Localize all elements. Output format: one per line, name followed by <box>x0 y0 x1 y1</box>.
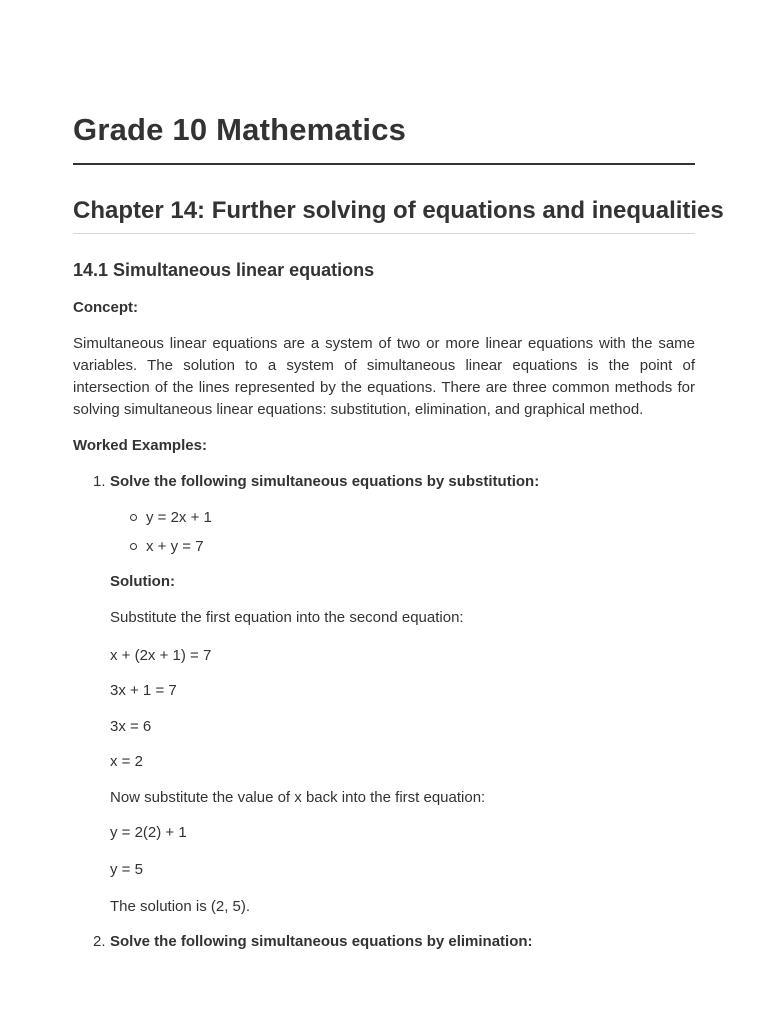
solution-step: Now substitute the value of x back into the first equation: <box>110 789 486 806</box>
example-number: 2. <box>93 933 106 950</box>
solution-step: 3x = 6 <box>110 718 152 735</box>
circle-bullet-icon <box>130 514 137 521</box>
solution-step: 3x + 1 = 7 <box>110 682 177 699</box>
equation-item: y = 2x + 1 <box>146 509 212 526</box>
equation-item: x + y = 7 <box>146 538 204 555</box>
document-title: Grade 10 Mathematics <box>73 112 407 147</box>
section-title: 14.1 Simultaneous linear equations <box>73 260 375 280</box>
concept-label: Concept: <box>73 299 138 316</box>
example-heading: Solve the following simultaneous equations by substitution: <box>110 473 540 490</box>
solution-label: Solution: <box>110 573 175 590</box>
chapter-title: Chapter 14: Further solving of equations and inequalities <box>73 197 724 224</box>
circle-bullet-icon <box>130 543 137 550</box>
worked-examples-label: Worked Examples: <box>73 437 207 454</box>
title-divider <box>73 163 695 165</box>
concept-paragraph: Simultaneous linear equations are a system of two or more linear equations with the same variables. The solution to a system of simultaneous linear equations is the point of intersection of the lines represented by the equations. There are three common methods for solving simultaneous linear equations: substitution, elimination, and graphical method. <box>73 335 695 418</box>
solution-step: Substitute the first equation into the second equation: <box>110 609 464 626</box>
solution-step: x + (2x + 1) = 7 <box>110 647 212 664</box>
solution-step: x = 2 <box>110 753 143 770</box>
example-heading: Solve the following simultaneous equations by elimination: <box>110 933 533 950</box>
solution-conclusion: The solution is (2, 5). <box>110 898 251 915</box>
chapter-divider <box>73 233 695 234</box>
solution-step: y = 5 <box>110 861 143 878</box>
solution-step: y = 2(2) + 1 <box>110 824 187 841</box>
example-number: 1. <box>93 473 106 490</box>
